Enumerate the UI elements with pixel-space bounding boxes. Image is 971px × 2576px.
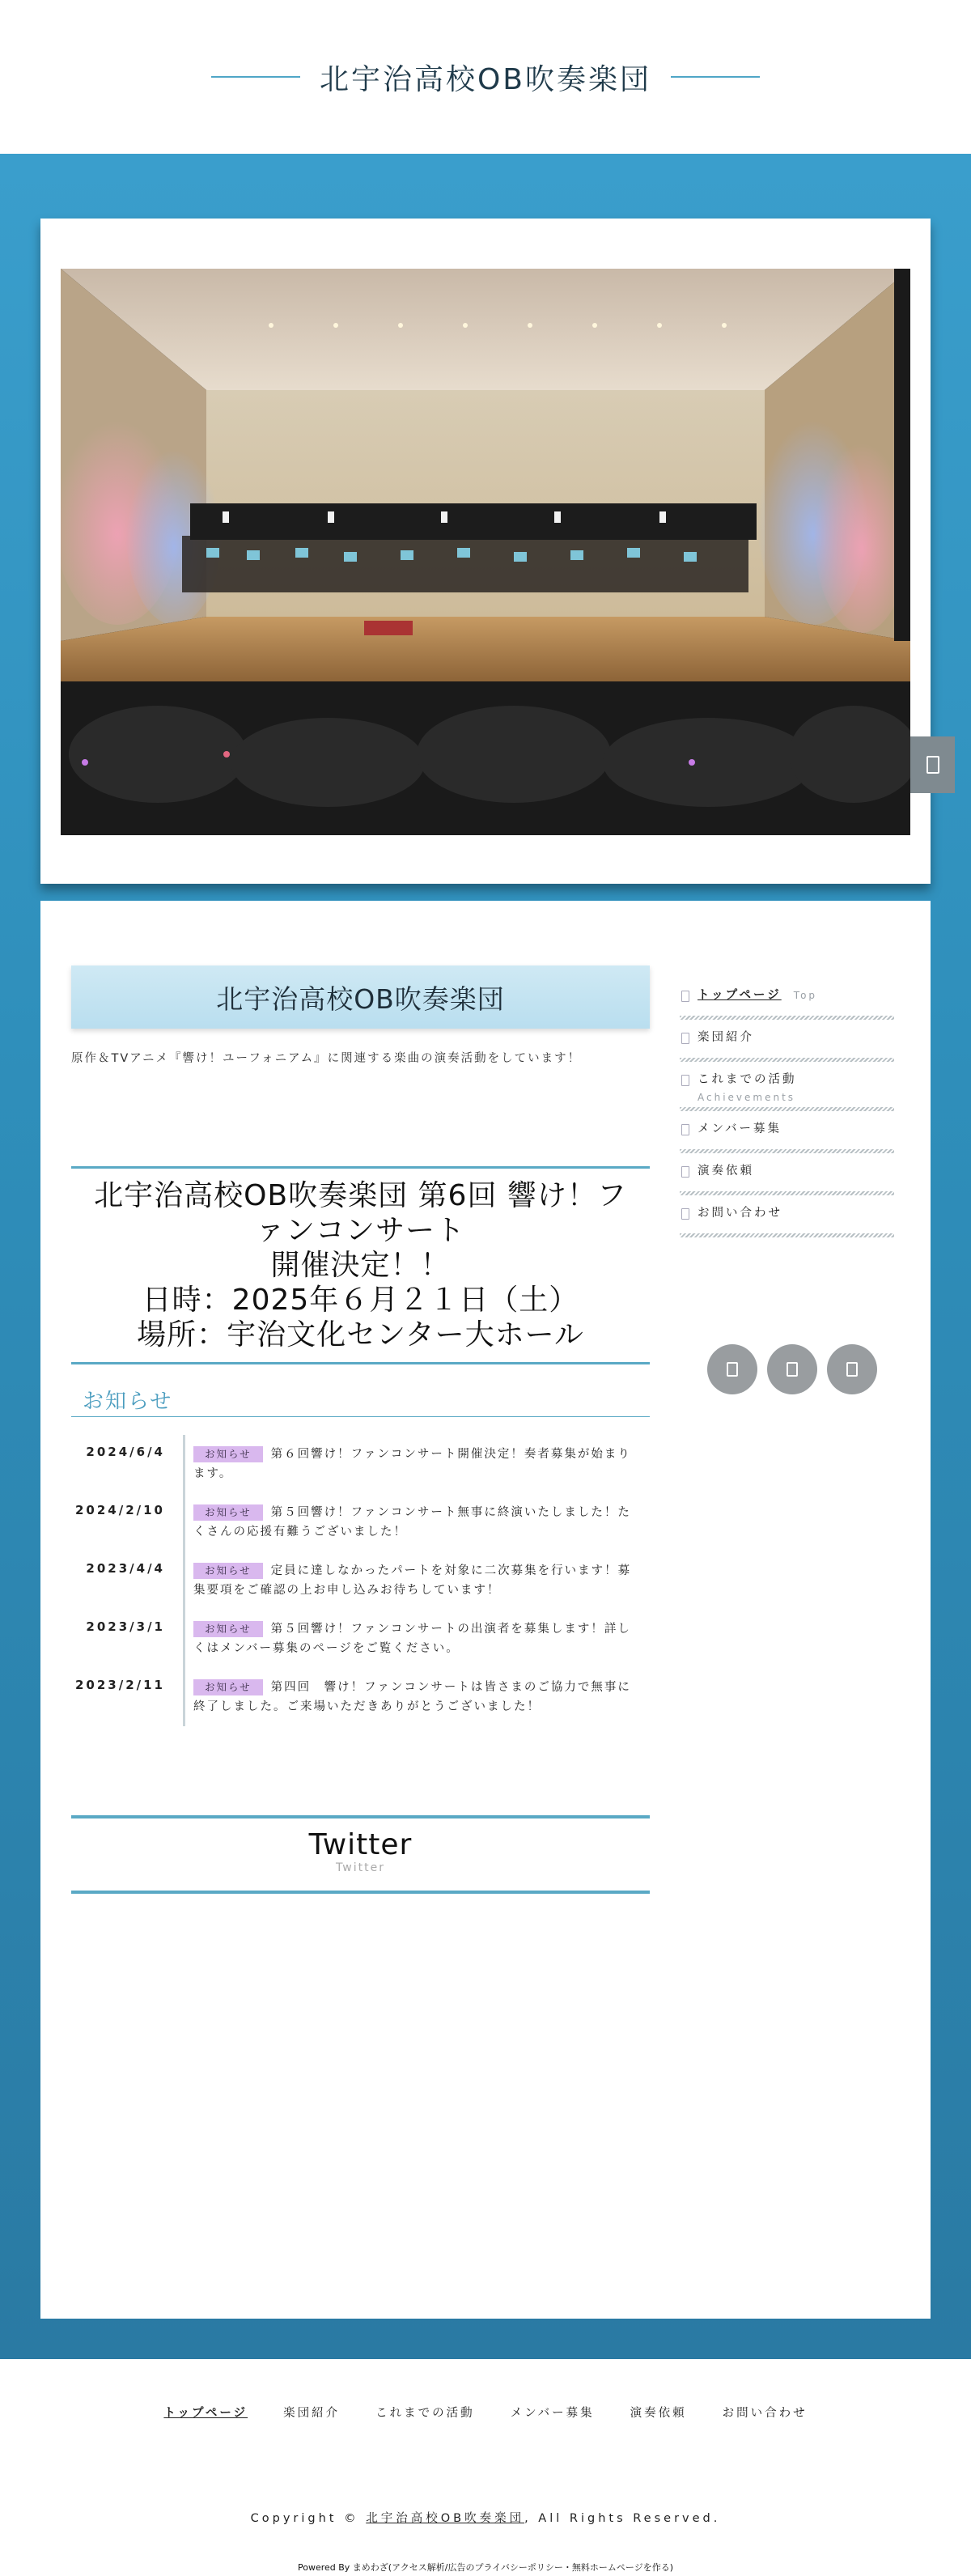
news-tag: お知らせ	[193, 1679, 263, 1695]
news-date: 2023/4/4	[86, 1561, 165, 1576]
side-page-tab[interactable]	[910, 736, 955, 793]
social-button-2[interactable]	[767, 1344, 817, 1394]
twitter-subtitle: Twitter	[336, 1861, 385, 1874]
intro-heading-box	[71, 965, 650, 1029]
social-icon-3	[846, 1362, 858, 1377]
sidebar-item-request[interactable]	[680, 1153, 894, 1195]
sidebar-item-achievements[interactable]	[680, 1062, 894, 1111]
event-line-1: 北宇治高校OB吹奏楽団 第6回 響け！フ	[94, 1179, 627, 1212]
sidebar-item-top[interactable]	[680, 978, 894, 1020]
news-text: 第５回響け！ファンコンサート無事に終演いたしました！たくさんの応援有難うございました！	[193, 1506, 631, 1538]
concert-stage-image	[61, 269, 910, 835]
site-title-wrap	[0, 57, 971, 97]
site-title[interactable]: 北宇治高校OB吹奏楽団	[319, 62, 652, 96]
intro-text: 原作＆TVアニメ『響け！ユーフォニアム』に関連する楽曲の演奏活動をしています！	[71, 1052, 582, 1065]
event-line-5: 場所：宇治文化センター大ホール	[137, 1318, 584, 1352]
news-body	[183, 1435, 650, 1493]
news-item	[71, 1435, 650, 1493]
powered-by[interactable]: Powered By まめわざ(アクセス解析/広告のプライバシーポリシー・無料ホームページを作る)	[297, 2562, 673, 2573]
sidebar-item-label: これまでの活動	[698, 1073, 797, 1086]
copyright-prefix: Copyright ©	[250, 2512, 359, 2525]
news-tag: お知らせ	[193, 1504, 263, 1521]
news-text: 第５回響け！ファンコンサートの出演者を募集します！詳しくはメンバー募集のページをご覧ください。	[193, 1623, 631, 1655]
page-icon	[681, 1075, 689, 1086]
social-icon-1	[727, 1362, 738, 1377]
intro-heading: 北宇治高校OB吹奏楽団	[216, 982, 505, 1015]
news-item	[71, 1610, 650, 1668]
event-title	[94, 1178, 627, 1352]
news-body	[183, 1610, 650, 1668]
page-icon	[681, 1208, 689, 1220]
title-line-left	[211, 76, 300, 78]
news-tag: お知らせ	[193, 1563, 263, 1579]
sidebar-item-sub: Top	[793, 990, 818, 1001]
news-text: 定員に達しなかったパートを対象に二次募集を行います！募集要項をご確認の上お申し込みお待ちしています！	[193, 1564, 632, 1597]
footer-link-about[interactable]: 楽団紹介	[283, 2407, 341, 2420]
sidebar-item-recruit[interactable]	[680, 1111, 894, 1153]
page-icon	[681, 1124, 689, 1135]
sidebar-item-sub: Achievements	[698, 1092, 796, 1103]
news-date: 2023/3/1	[86, 1619, 165, 1634]
sidebar-item-label: 演奏依頼	[698, 1165, 754, 1178]
footer-link-contact[interactable]: お問い合わせ	[722, 2407, 808, 2420]
main-content-card	[40, 901, 931, 2319]
news-body	[183, 1668, 650, 1726]
site-header	[0, 0, 971, 154]
event-line-4: 日時：2025年６月２１日（土）	[142, 1284, 579, 1317]
news-item	[71, 1551, 650, 1610]
sidebar-item-label: 楽団紹介	[698, 1031, 754, 1044]
news-item	[71, 1493, 650, 1551]
footer-nav	[0, 2404, 971, 2421]
page-icon	[681, 1033, 689, 1044]
news-date: 2024/2/10	[74, 1503, 165, 1517]
news-list	[71, 1435, 650, 1726]
news-tag: お知らせ	[193, 1446, 263, 1462]
event-line-3: 開催決定！！	[270, 1249, 451, 1282]
hero-concert-photo	[61, 269, 910, 835]
event-line-2: ァンコンサート	[255, 1214, 465, 1247]
title-line-right	[671, 76, 760, 78]
page-icon	[681, 991, 689, 1002]
sidebar-item-label: お問い合わせ	[698, 1207, 782, 1220]
copyright-site-link[interactable]: 北宇治高校OB吹奏楽団	[366, 2512, 525, 2525]
news-item	[71, 1668, 650, 1726]
news-date: 2024/6/4	[86, 1445, 165, 1459]
social-button-3[interactable]	[827, 1344, 877, 1394]
sidebar-item-contact[interactable]	[680, 1195, 894, 1237]
social-buttons	[707, 1344, 877, 1394]
news-heading	[71, 1380, 650, 1417]
social-icon-2	[787, 1362, 798, 1377]
news-heading-text: お知らせ	[83, 1390, 173, 1414]
event-announcement	[71, 1166, 650, 1364]
page-icon	[926, 756, 939, 774]
footer-link-top[interactable]: トップページ	[163, 2407, 248, 2420]
news-text: 第６回響け！ファンコンサート開催決定！奏者募集が始まります。	[193, 1448, 631, 1480]
sidebar-item-label: メンバー募集	[698, 1122, 782, 1135]
page-icon	[681, 1166, 689, 1178]
sidebar-item-label: トップページ	[698, 989, 782, 1002]
twitter-section-heading	[71, 1815, 650, 1894]
news-body	[183, 1551, 650, 1610]
sidebar-item-about[interactable]	[680, 1020, 894, 1062]
news-date: 2023/2/11	[74, 1678, 165, 1692]
footer-link-achievements[interactable]: これまでの活動	[375, 2407, 475, 2420]
hero-card	[40, 219, 931, 884]
twitter-title: Twitter	[308, 1828, 413, 1861]
sidebar-menu	[680, 978, 894, 1237]
social-button-1[interactable]	[707, 1344, 757, 1394]
footer-link-recruit[interactable]: メンバー募集	[510, 2407, 595, 2420]
news-body	[183, 1493, 650, 1551]
news-tag: お知らせ	[193, 1621, 263, 1637]
copyright-suffix: , All Rights Reserved.	[524, 2512, 721, 2525]
footer-link-request[interactable]: 演奏依頼	[630, 2407, 687, 2420]
news-text: 第四回 響け！ファンコンサートは皆さまのご協力で無事に終了しました。ご来場いただきありがとうございました！	[193, 1681, 631, 1713]
copyright	[0, 2509, 971, 2526]
